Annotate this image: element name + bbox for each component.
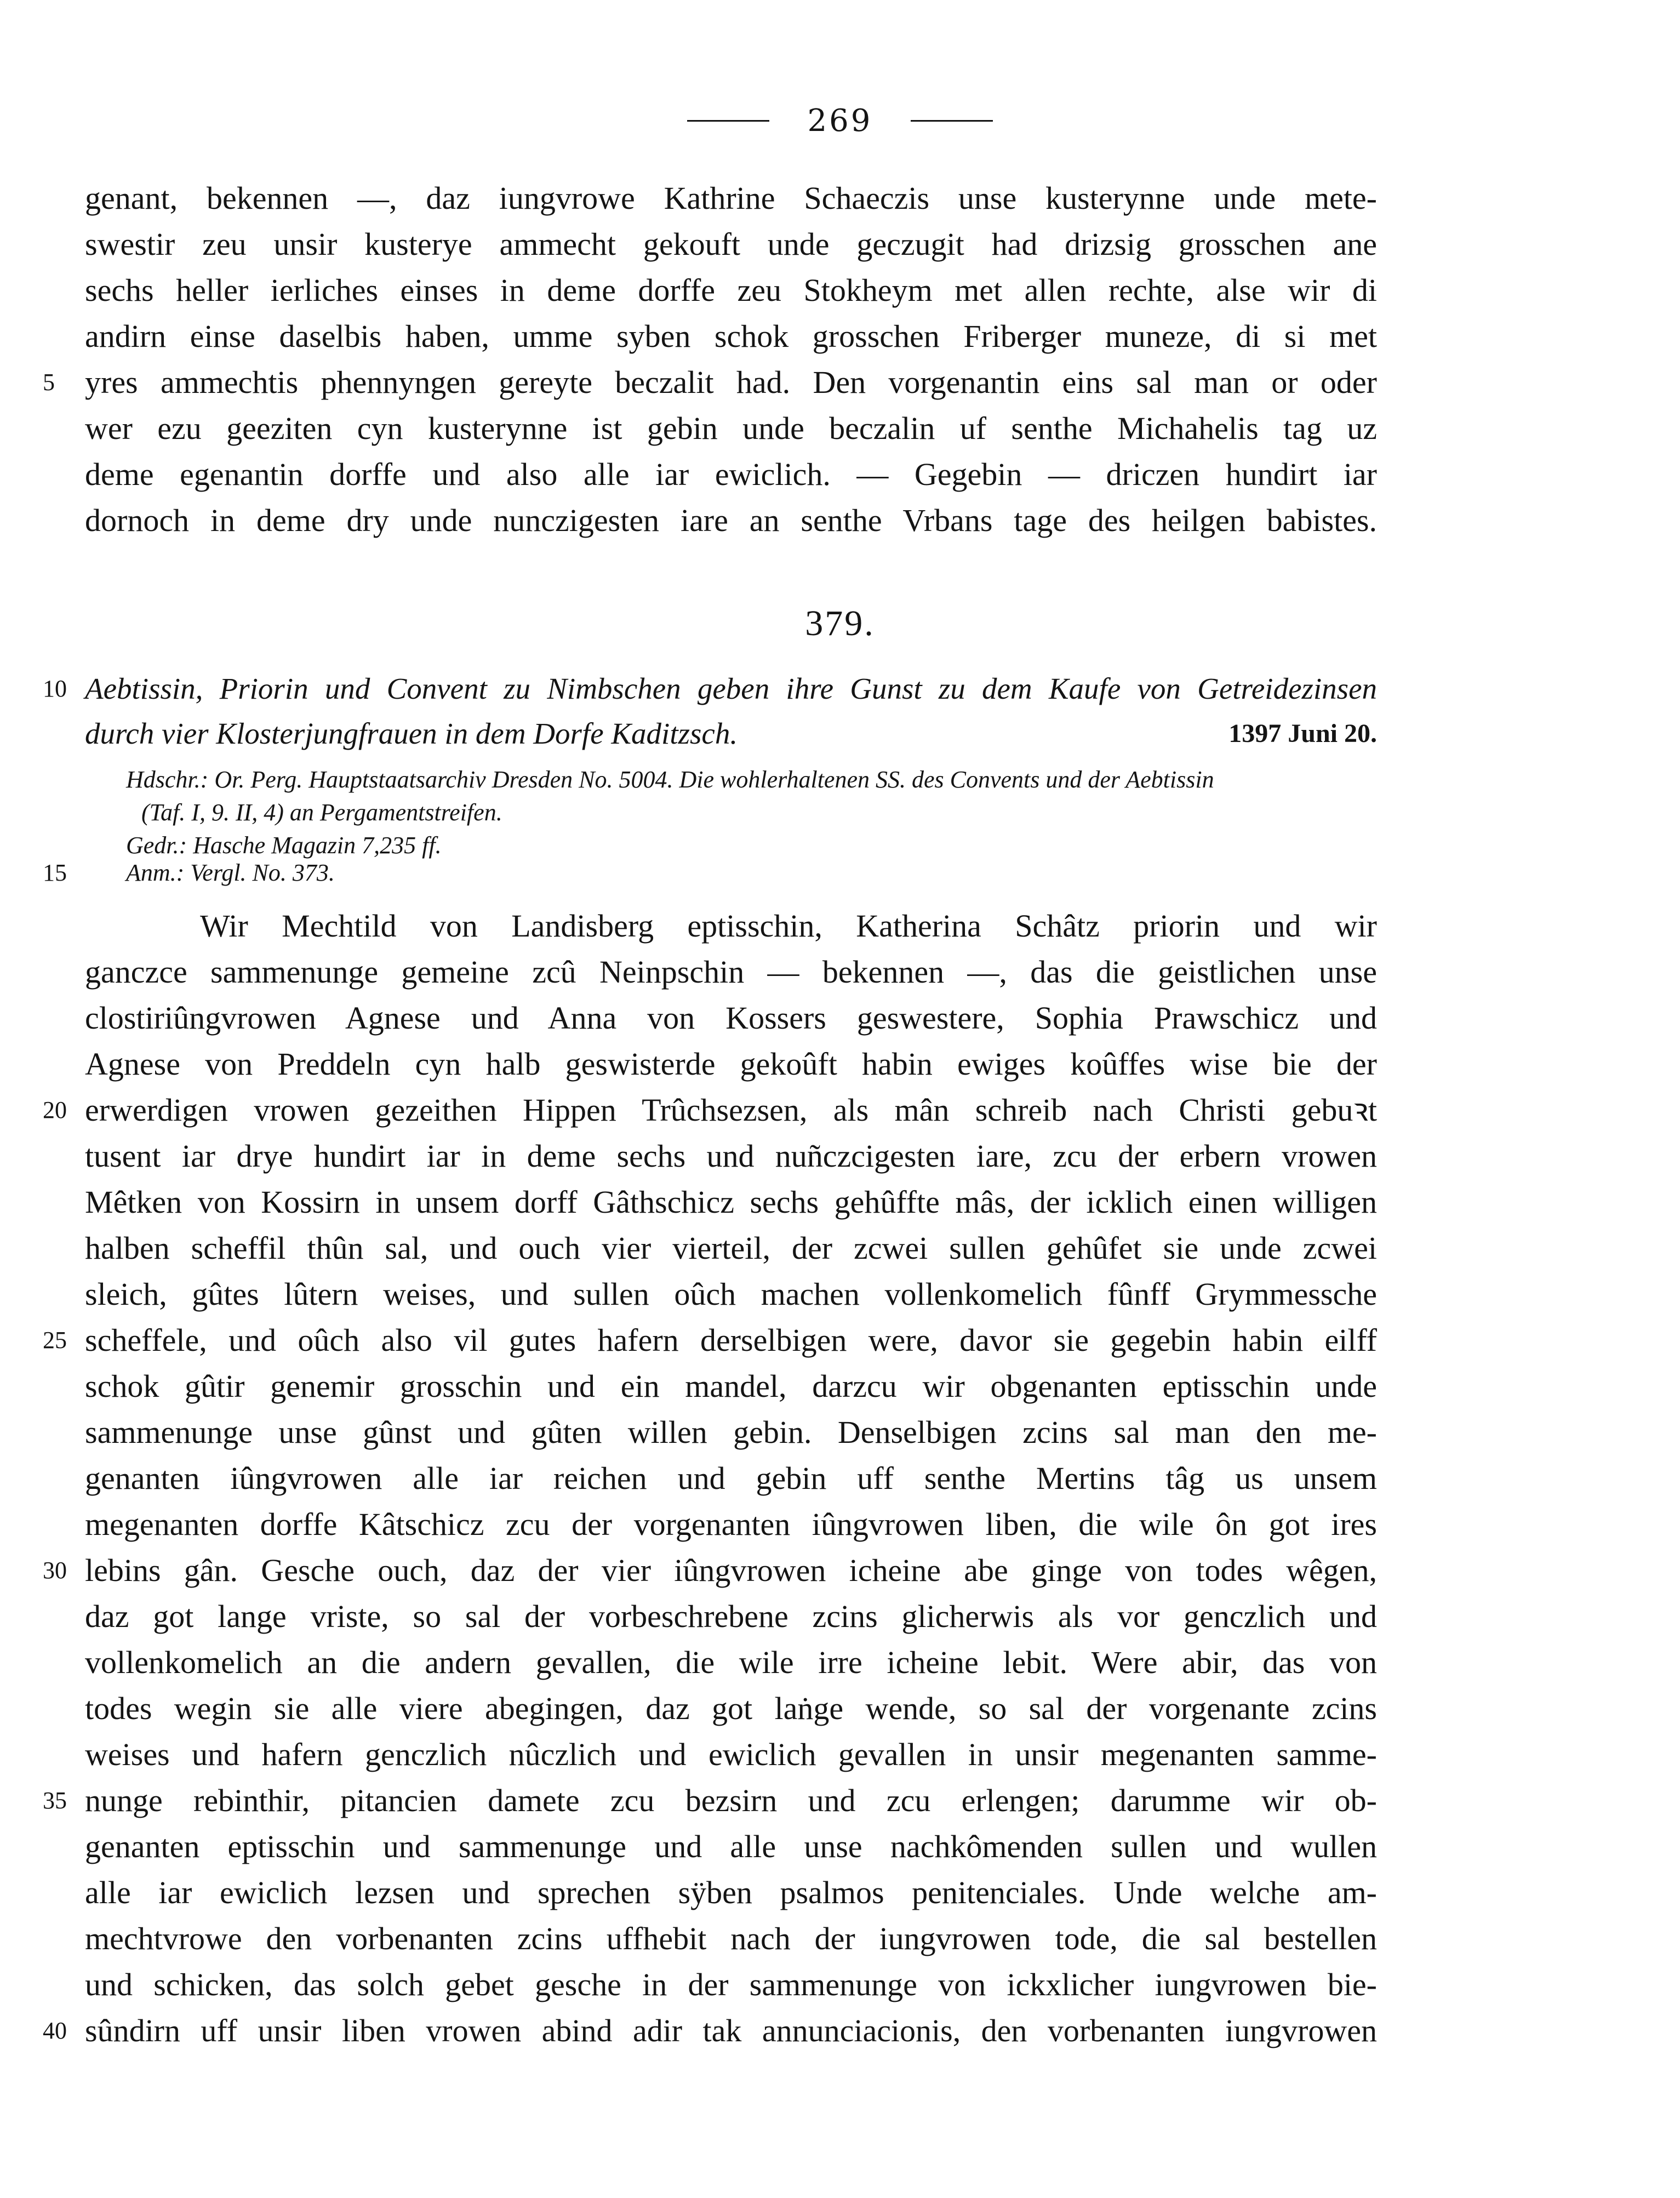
continuation-line: deme egenantin dorffe und also alle iar ewiclich. — Gegebin — driczen hundirt iar: [85, 456, 1377, 492]
body-line: megenanten dorffe Kâtschicz zcu der vorgenanten iûngvrowen liben, die wile ôn got ires: [85, 1506, 1377, 1542]
remark-note: Anm.: Vergl. No. 373.: [126, 859, 335, 886]
line-number: 25: [43, 1327, 67, 1354]
body-line: sleich, gûtes lûtern weises, und sullen oûch machen vollenkomelich fûnff Grymmessche: [85, 1276, 1377, 1312]
body-line: schok gûtir genemir grosschin und ein mandel, darzcu wir obgenanten eptisschin unde: [85, 1368, 1377, 1404]
document-number: 379.: [805, 603, 875, 643]
document-title-line: Aebtissin, Priorin und Convent zu Nimbschen geben ihre Gunst zu dem Kaufe von Getreidezinsen: [85, 672, 1377, 705]
body-line: clostiriûngvrowen Agnese und Anna von Kossers geswestere, Sophia Prawschicz und: [85, 1000, 1377, 1036]
print-note: Gedr.: Hasche Magazin 7,235 ff.: [126, 832, 442, 859]
continuation-line: swestir zeu unsir kusterye ammecht gekouft unde geczugit had drizsig grosschen ane: [85, 226, 1377, 262]
line-number: 15: [43, 859, 67, 886]
body-line: ganczce sammenunge gemeine zcû Neinpschin — bekennen —, das die geistlichen unse: [85, 954, 1377, 990]
header-rule-right: [911, 120, 993, 122]
body-line: Agnese von Preddeln cyn halb geswisterde gekoûft habin ewiges koûffes wise bie der: [85, 1046, 1377, 1082]
body-line: genanten eptisschin und sammenunge und alle unse nachkômenden sullen und wullen: [85, 1829, 1377, 1864]
continuation-line: andirn einse daselbis haben, umme syben schok grosschen Friberger muneze, di si met: [85, 318, 1377, 354]
body-line: lebins gân. Gesche ouch, daz der vier iûngvrowen icheine abe ginge von todes wêgen,: [85, 1552, 1377, 1588]
body-line: sammenunge unse gûnst und gûten willen gebin. Denselbigen zcins sal man den me-: [85, 1414, 1377, 1450]
continuation-line: dornoch in deme dry unde nunczigesten iare an senthe Vrbans tage des heilgen babistes.: [85, 503, 1377, 538]
body-line: vollenkomelich an die andern gevallen, die wile irre icheine lebit. Were abir, das von: [85, 1645, 1377, 1680]
body-line: Mêtken von Kossirn in unsem dorff Gâthschicz sechs gehûffte mâs, der icklich einen willigen: [85, 1184, 1377, 1220]
page-header: [0, 99, 1680, 142]
continuation-line: genant, bekennen —, daz iungvrowe Kathrine Schaeczis unse kusterynne unde mete-: [85, 180, 1377, 216]
line-number: 40: [43, 2017, 67, 2044]
body-line: tusent iar drye hundirt iar in deme sechs und nuñczcigesten iare, zcu der erbern vrowen: [85, 1138, 1377, 1174]
page-number: 269: [807, 102, 873, 139]
continuation-line: yres ammechtis phennyngen gereyte beczalit had. Den vorgenantin eins sal man or oder: [85, 364, 1377, 400]
body-line: weises und hafern genczlich nûczlich und ewiclich gevallen in unsir megenanten samme-: [85, 1737, 1377, 1772]
document-title-line: durch vier Klosterjungfrauen in dem Dorfe Kaditzsch.: [85, 717, 738, 750]
body-line: genanten iûngvrowen alle iar reichen und gebin uff senthe Mertins tâg us unsem: [85, 1460, 1377, 1496]
line-number: 20: [43, 1097, 67, 1123]
line-number: 10: [43, 675, 67, 702]
line-number: 35: [43, 1787, 67, 1814]
continuation-line: wer ezu geeziten cyn kusterynne ist gebin unde beczalin uf senthe Michahelis tag uz: [85, 410, 1377, 446]
document-date: 1397 Juni 20.: [1228, 719, 1377, 748]
body-line: mechtvrowe den vorbenanten zcins uffhebit nach der iungvrowen tode, die sal bestellen: [85, 1921, 1377, 1956]
body-line: Wir Mechtild von Landisberg eptisschin, Katherina Schâtz priorin und wir: [200, 908, 1377, 944]
body-line: halben scheffil thûn sal, und ouch vier vierteil, der zcwei sullen gehûfet sie unde zcwei: [85, 1230, 1377, 1266]
body-line: und schicken, das solch gebet gesche in der sammenunge von ickxlicher iungvrowen bie-: [85, 1967, 1377, 2002]
line-number: 5: [43, 369, 55, 396]
header-rule-left: [687, 120, 769, 122]
body-line: daz got lange vriste, so sal der vorbeschrebene zcins glicherwis als vor genczlich und: [85, 1598, 1377, 1634]
body-line: todes wegin sie alle viere abegingen, daz got laṅge wende, so sal der vorgenante zcins: [85, 1691, 1377, 1726]
line-number: 30: [43, 1557, 67, 1584]
continuation-line: sechs heller ierliches einses in deme dorffe zeu Stokheym met allen rechte, alse wir di: [85, 272, 1377, 308]
body-line: erwerdigen vrowen gezeithen Hippen Trûchsezsen, als mân schreib nach Christi gebuꝛt: [85, 1092, 1377, 1128]
body-line: alle iar ewiclich lezsen und sprechen sÿben psalmos penitenciales. Unde welche am-: [85, 1875, 1377, 1910]
body-line: nunge rebinthir, pitancien damete zcu bezsirn und zcu erlengen; darumme wir ob-: [85, 1783, 1377, 1818]
body-line: sûndirn uff unsir liben vrowen abind adir tak annunciacionis, den vorbenanten iungvrowen: [85, 2013, 1377, 2048]
source-note: Hdschr.: Or. Perg. Hauptstaatsarchiv Dresden No. 5004. Die wohlerhaltenen SS. des Convents und der Aebtissin: [126, 766, 1214, 793]
body-line: scheffele, und oûch also vil gutes hafern derselbigen were, davor sie gegebin habin eilff: [85, 1322, 1377, 1358]
source-note: (Taf. I, 9. II, 4) an Pergamentstreifen.: [141, 799, 502, 826]
